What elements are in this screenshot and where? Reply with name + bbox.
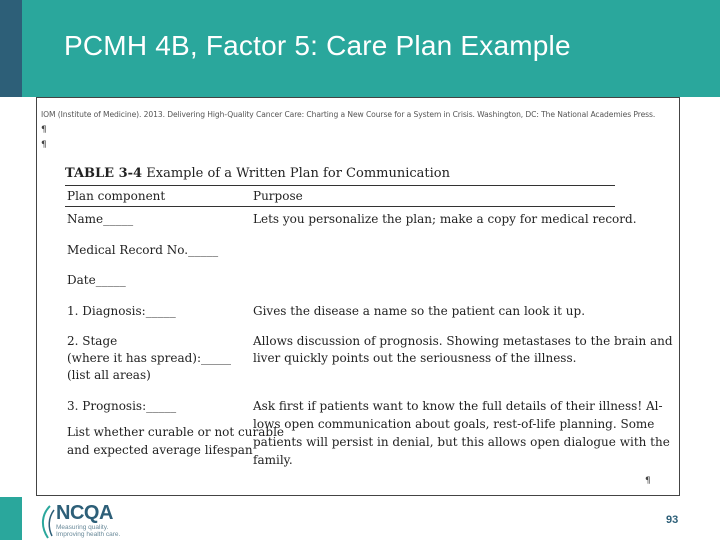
row-prognosis-component-line1: 3. Prognosis:_____ bbox=[67, 399, 177, 413]
table-number: TABLE 3-4 bbox=[65, 166, 143, 181]
row-prognosis-component-line2: List whether curable or not curable bbox=[67, 425, 285, 439]
page-number: 93 bbox=[666, 514, 679, 526]
row-name-component: Name_____ bbox=[67, 212, 134, 226]
header-plan-component: Plan component bbox=[67, 189, 166, 203]
ncqa-logo-tagline: Measuring quality. Improving health care. bbox=[56, 524, 121, 538]
ncqa-logo-wordmark: NCQA bbox=[56, 502, 113, 524]
citation-text: IOM (Institute of Medicine). 2013. Delivering High-Quality Cancer Care: Charting a New Course for a System in Crisis. Washington, DC: The National Academies Press. bbox=[41, 110, 656, 119]
table-caption: Example of a Written Plan for Communication bbox=[142, 166, 450, 181]
paragraph-mark: ¶ bbox=[41, 125, 47, 135]
slide-title: PCMH 4B, Factor 5: Care Plan Example bbox=[64, 30, 571, 61]
row-diagnosis-component: 1. Diagnosis:_____ bbox=[67, 304, 176, 318]
row-prognosis-purpose-line2: lows open communication about goals, rest-of-life planning. Some bbox=[253, 417, 655, 431]
row-date-component: Date_____ bbox=[67, 273, 126, 287]
table-title bbox=[65, 166, 450, 181]
row-name-purpose: Lets you personalize the plan; make a copy for medical record. bbox=[253, 212, 637, 226]
row-medical-record-component: Medical Record No._____ bbox=[67, 243, 219, 257]
paragraph-mark: ¶ bbox=[645, 476, 651, 486]
document-screenshot bbox=[36, 97, 680, 496]
row-stage-purpose-line1: Allows discussion of prognosis. Showing metastases to the brain and bbox=[253, 334, 673, 348]
row-stage-component-line1: 2. Stage bbox=[67, 334, 118, 348]
row-stage-component-line2: (where it has spread):_____ bbox=[67, 351, 232, 365]
table-header-rule bbox=[65, 206, 615, 207]
row-diagnosis-purpose: Gives the disease a name so the patient can look it up. bbox=[253, 304, 586, 318]
row-stage-purpose-line2: liver quickly points out the seriousness of the illness. bbox=[253, 351, 577, 365]
row-stage-component-line3: (list all areas) bbox=[67, 368, 151, 382]
row-prognosis-purpose-line1: Ask first if patients want to know the full details of their illness! Al- bbox=[253, 399, 663, 413]
row-prognosis-purpose-line3: patients will persist in denial, but this allows open dialogue with the bbox=[253, 435, 670, 449]
row-prognosis-component-line3: and expected average lifespan bbox=[67, 443, 253, 457]
footer-accent-bar bbox=[0, 497, 22, 540]
header-purpose: Purpose bbox=[253, 189, 303, 203]
table-top-rule bbox=[65, 185, 615, 186]
header-accent-stripe bbox=[0, 0, 22, 97]
row-prognosis-purpose-line4: family. bbox=[253, 453, 293, 467]
paragraph-mark: ¶ bbox=[41, 140, 47, 150]
